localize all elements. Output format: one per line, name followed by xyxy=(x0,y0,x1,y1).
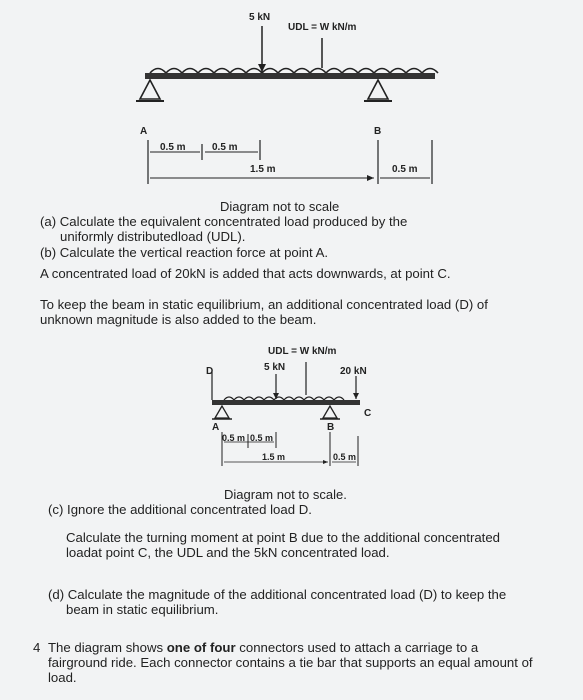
question-a-line2: uniformly distributedload (UDL). xyxy=(60,229,246,244)
dim-label-a: 0.5 m xyxy=(160,142,186,153)
point-d-label: D xyxy=(206,366,214,377)
point-a-label: A xyxy=(140,126,148,137)
load-5kn-label-2: 5 kN xyxy=(264,362,286,373)
support-a-2 xyxy=(215,406,229,418)
question-4-line3: load. xyxy=(48,670,77,685)
dim-label-d: 0.5 m xyxy=(392,164,418,175)
question-c-line2: Calculate the turning moment at point B due to the additional concentrated xyxy=(66,530,501,545)
question-d-line1: (d) Calculate the magnitude of the additional concentrated load (D) to keep the xyxy=(48,587,507,602)
question-d-line2: beam in static equilibrium. xyxy=(66,602,219,617)
question-4-number: 4 xyxy=(33,640,41,655)
dim-label-b-2: 0.5 m xyxy=(250,433,274,443)
load-20kn-label: 20 kN xyxy=(340,366,367,377)
question-c-line3: loadat point C, the UDL and the 5kN concentrated load. xyxy=(66,545,390,560)
question-c-line1: (c) Ignore the additional concentrated load D. xyxy=(48,502,312,517)
question-4-emphasis: one of four xyxy=(166,640,236,655)
point-b-label: B xyxy=(374,126,382,137)
paragraph-2-line1: To keep the beam in static equilibrium, an additional concentrated load (D) of xyxy=(40,297,488,312)
udl-label: UDL = W kN/m xyxy=(288,22,357,33)
dim-label-d-2: 0.5 m xyxy=(333,452,357,462)
arrow-20kn xyxy=(353,393,359,399)
beam-2 xyxy=(212,400,360,405)
dim-label-b: 0.5 m xyxy=(212,142,238,153)
dim-label-c-2: 1.5 m xyxy=(262,452,286,462)
question-4-line2: fairground ride. Each connector contains a tie bar that supports an equal amount of xyxy=(48,655,533,670)
dim-label-c: 1.5 m xyxy=(250,164,276,175)
udl-label-2: UDL = W kN/m xyxy=(268,346,337,357)
paragraph-2-line2: unknown magnitude is also added to the beam. xyxy=(40,312,317,327)
support-b-2 xyxy=(323,406,337,418)
arrow-5kn-2 xyxy=(273,393,279,399)
point-c-label: C xyxy=(364,408,372,419)
dim-label-a-2: 0.5 m xyxy=(222,433,246,443)
question-a-line1: (a) Calculate the equivalent concentrated load produced by the xyxy=(40,214,408,229)
load-5kn-label: 5 kN xyxy=(249,12,271,23)
udl-2 xyxy=(224,397,344,400)
diagram-2-caption: Diagram not to scale. xyxy=(224,487,347,502)
diagram-1-caption: Diagram not to scale xyxy=(220,199,340,214)
point-b-label-2: B xyxy=(327,422,335,433)
question-4-line1: The diagram shows one of four connectors used to attach a carriage to a xyxy=(48,640,479,655)
question-b: (b) Calculate the vertical reaction force at point A. xyxy=(40,245,329,260)
paragraph-1: A concentrated load of 20kN is added that acts downwards, at point C. xyxy=(40,266,451,281)
point-a-label-2: A xyxy=(212,422,220,433)
